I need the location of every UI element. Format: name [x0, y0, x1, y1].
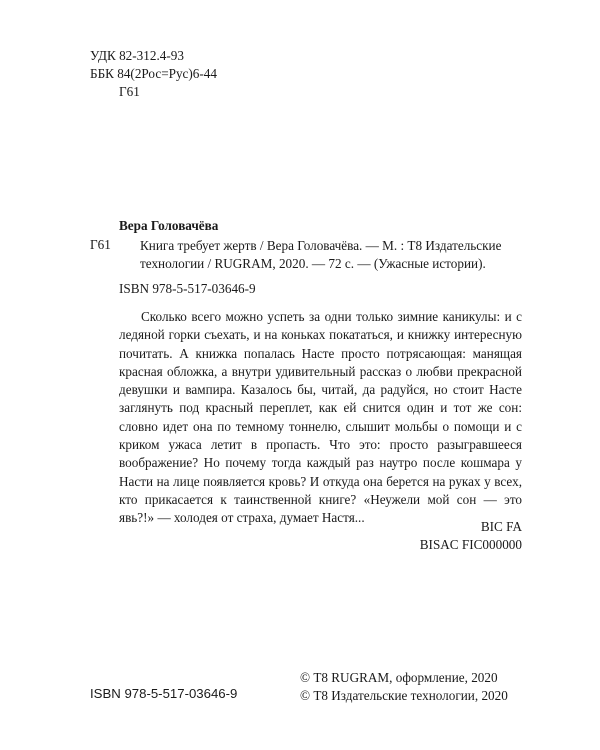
copyright-block [300, 669, 508, 705]
author-mark-entry: Г61 [90, 237, 111, 252]
copyright-line-2: © Т8 Издательские технологии, 2020 [300, 688, 508, 703]
bic-code: BIC FA [480, 519, 522, 534]
author-mark: Г61 [119, 84, 140, 99]
bbk-code: ББК 84(2Рос=Рус)6-44 [90, 66, 217, 81]
isbn-entry: ISBN 978-5-517-03646-9 [119, 281, 256, 296]
bibliographic-entry: Книга требует жертв / Вера Головачёва. — М. : Т8 Издательские технологии / RUGRAM, 2020. — 72 с. — (Ужасные истории). [140, 238, 502, 271]
bisac-code: BISAC FIC000000 [419, 537, 522, 552]
copyright-line-1: © Т8 RUGRAM, оформление, 2020 [300, 670, 498, 685]
annotation-text: Сколько всего можно успеть за одни только зимние каникулы: и с ледяной горки съехать, и на коньках покататься, и книжку интересную почитать. А книжка попалась Насте просто потрясающая: манящая красная обложка, а внутри удивительный рассказ о любви прекрасной девушки и вампира. Казалось бы, читай, да радуйся, но стоит Насте заглянуть под красный переплет, как ей снится один и тот же сон: словно идет она по темному тоннелю, слышит мольбы о помощи и с криком ужаса летит в пропасть. Что это: просто разыгравшееся воображение? Но почему тогда каждый раз наутро после кошмара у Насти на лице появляется кровь? И откуда она берется на руках у всех, кто прикасается к таинственной книге? «Неужели мой сон — это явь?!» — холодея от страха, думает Настя... [119, 309, 522, 526]
author-name: Вера Головачёва [119, 218, 219, 233]
subject-codes [420, 518, 522, 554]
isbn-footer: ISBN 978-5-517-03646-9 [90, 686, 238, 701]
annotation [119, 308, 522, 528]
udk-code: УДК 82-312.4-93 [90, 48, 184, 63]
classification-block [90, 47, 217, 101]
